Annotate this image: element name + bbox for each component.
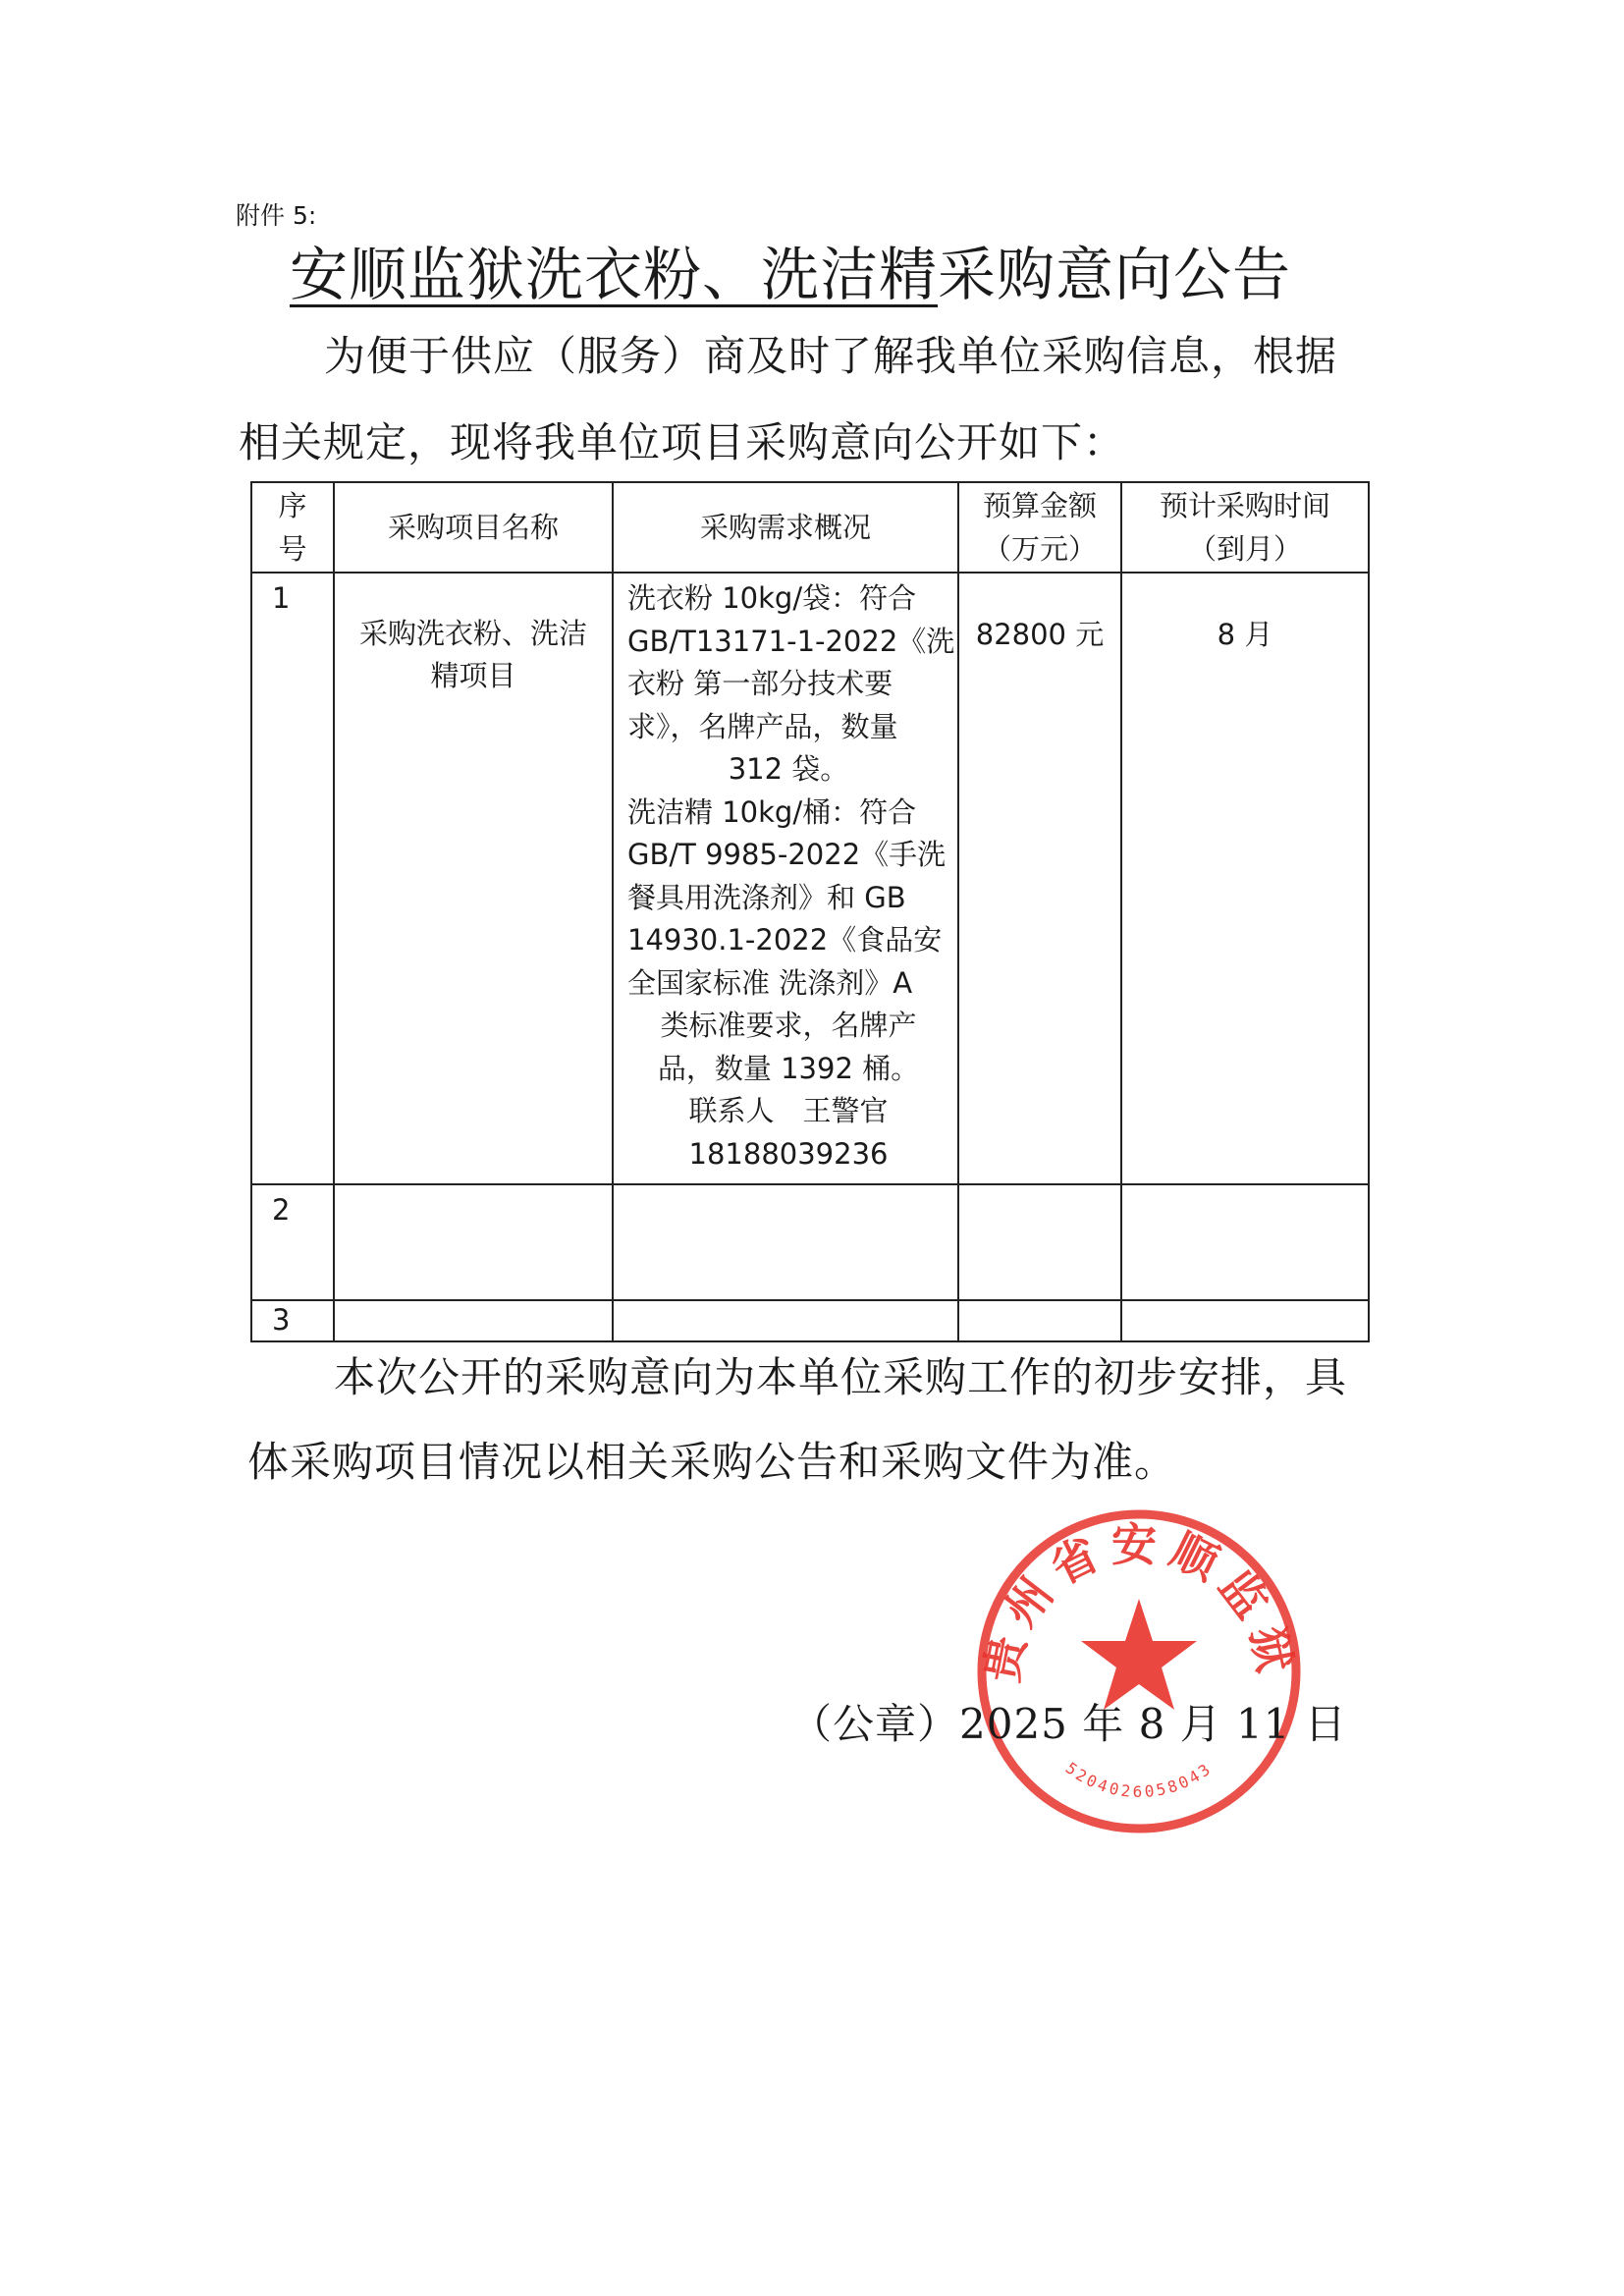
page-title (290, 228, 1291, 311)
official-seal (972, 1504, 1306, 1838)
req-line: 洗洁精 10kg/桶：符合 (627, 794, 917, 829)
row-time (1121, 1184, 1369, 1300)
header-seq (251, 482, 334, 573)
header-name: 采购项目名称 (334, 482, 613, 573)
row-requirements (613, 1300, 958, 1341)
req-line: 求》，名牌产品，数量 (627, 709, 898, 743)
row-seq: 2 (251, 1184, 334, 1300)
svg-text:5204026058043 (1062, 1759, 1217, 1801)
row-name (334, 1184, 613, 1300)
header-time-1: 预计采购时间 (1159, 489, 1330, 522)
req-line: 餐具用洗涤剂》和 GB (627, 880, 906, 914)
title-underlined: 安顺监狱洗衣粉、洗洁精 (290, 241, 939, 308)
row-requirements (613, 573, 958, 1184)
req-line: 衣粉 第一部分技术要 (627, 667, 893, 700)
header-req: 采购需求概况 (613, 482, 958, 573)
req-line: 类标准要求，名牌产 (660, 1009, 917, 1042)
row-requirements (613, 1184, 958, 1300)
row-name (334, 573, 613, 1184)
header-time-2: （到月） (1187, 532, 1302, 566)
header-seq-2: 号 (278, 532, 307, 566)
row-seq: 3 (251, 1300, 334, 1341)
header-seq-1: 序 (278, 489, 307, 522)
row-time: 8 月 (1121, 573, 1369, 1184)
table-row (251, 573, 1369, 1184)
table-header-row (251, 482, 1369, 573)
table-row (251, 1300, 1369, 1341)
attachment-label: 附件 5: (236, 201, 317, 230)
stamp-date: （公章）2025 年 8 月 11 日 (790, 1700, 1347, 1748)
header-budget (958, 482, 1121, 573)
procurement-table (250, 481, 1370, 1342)
req-line: 品，数量 1392 桶。 (657, 1051, 920, 1085)
closing-line-2: 体采购项目情况以相关采购公告和采购文件为准。 (247, 1438, 1177, 1486)
row-budget: 82800 元 (958, 573, 1121, 1184)
intro-line-2: 相关规定，现将我单位项目采购意向公开如下： (239, 418, 1126, 466)
row-name-1: 采购洗衣粉、洗洁 (358, 617, 587, 650)
seal-number: 5204026058043 (1061, 1758, 1217, 1802)
req-line: 14930.1-2022《食品安 (627, 923, 943, 957)
header-budget-2: （万元） (982, 532, 1097, 566)
row-time (1121, 1300, 1369, 1341)
row-name-2: 精项目 (430, 659, 516, 692)
req-line: GB/T 9985-2022《手洗 (627, 838, 947, 871)
closing-line-1: 本次公开的采购意向为本单位采购工作的初步安排，具 (334, 1353, 1348, 1401)
row-name (334, 1300, 613, 1341)
header-time (1121, 482, 1369, 573)
title-rest: 采购意向公告 (938, 241, 1292, 308)
req-line: 联系人 王警官 (688, 1094, 889, 1127)
intro-line-1: 为便于供应（服务）商及时了解我单位采购信息，根据 (324, 332, 1338, 380)
req-line: 全国家标准 洗涤剂》A (627, 965, 913, 1000)
seal-graphic (972, 1504, 1306, 1838)
row-budget (958, 1184, 1121, 1300)
req-line: 18188039236 (688, 1136, 889, 1171)
req-line: 312 袋。 (728, 752, 849, 786)
seal-text: 贵州省安顺监狱 (974, 1518, 1304, 1687)
header-budget-1: 预算金额 (982, 489, 1097, 522)
req-line: GB/T13171-1-2022《洗 (627, 624, 955, 658)
table-row (251, 1184, 1369, 1300)
row-seq: 1 (251, 573, 334, 1184)
req-line: 洗衣粉 10kg/袋：符合 (627, 581, 917, 615)
row-budget (958, 1300, 1121, 1341)
